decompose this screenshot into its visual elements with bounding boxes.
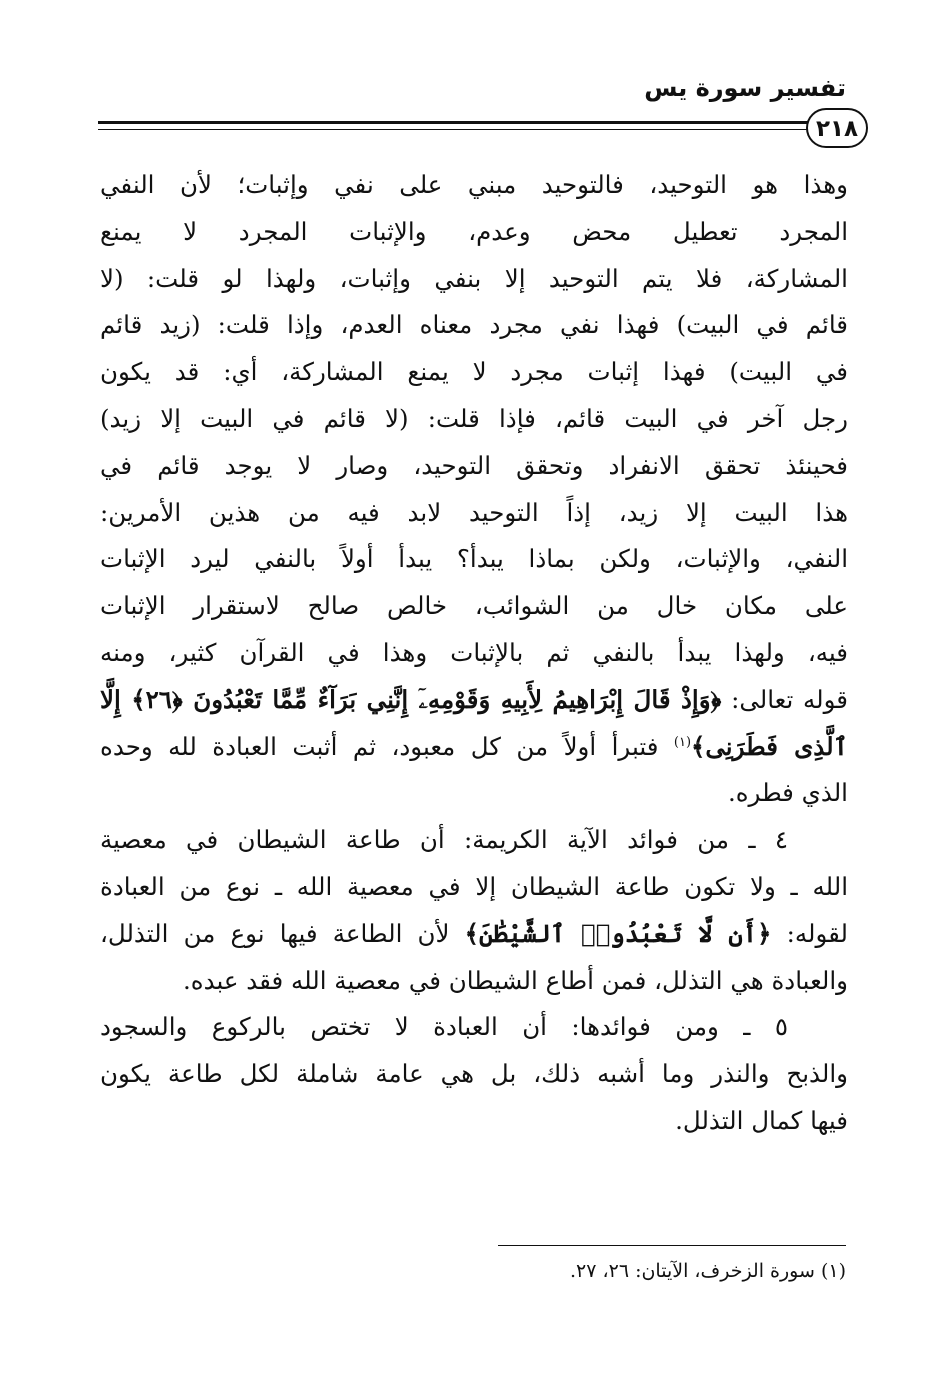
point-5-line: ٥ ـ ومن فوائدها: أن العبادة لا تختص بالركوع والسجود <box>100 1012 788 1042</box>
running-header-title: تفسير سورة يس <box>644 74 846 102</box>
footnote-rule <box>498 1245 846 1246</box>
verse-line-2 <box>100 724 848 771</box>
quran-verse: ﴿أَن لَّا تَعْبُدُوا۟ ٱلشَّيْطَٰنَ﴾ <box>464 918 772 948</box>
verse-prefix: قوله تعالى: <box>721 684 848 714</box>
quran-verse: ٱلَّذِى فَطَرَنِى﴾ <box>691 731 848 761</box>
text-line: قائم في البيت) فهذا نفي مجرد معناه العدم، وإذا قلت: (زيد قائم <box>100 310 848 340</box>
text-line: فحينئذ تحقق الانفراد وتحقق التوحيد، وصار لا يوجد قائم في <box>100 450 848 480</box>
text-line: الذي فطره. <box>727 778 848 808</box>
verse-line-rest: فتبرأ أولاً من كل معبود، ثم أثبت العبادة لله وحده <box>100 731 674 761</box>
text-line: هذا البيت إلا زيد، إذاً التوحيد لابد فيه من هذين الأمرين: <box>100 497 848 527</box>
point-5-line: فيها كمال التذلل. <box>675 1105 848 1135</box>
text-line: وهذا هو التوحيد، فالتوحيد مبني على نفي وإثبات؛ لأن النفي <box>100 170 848 199</box>
text-line: في البيت) فهذا إثبات مجرد لا يمنع المشاركة، أي: قد يكون <box>100 357 848 387</box>
point-4-line: والعبادة هي التذلل، فمن أطاع الشيطان في معصية الله فقد عبده. <box>182 965 848 995</box>
point-5-line: والذبح والنذر وما أشبه ذلك، بل هي عامة شاملة لكل طاعة يكون <box>100 1059 848 1089</box>
header-rule-thin <box>98 129 810 130</box>
main-text <box>100 162 848 1145</box>
quran-verse: ﴿وَإِذْ قَالَ إِبْرَاهِيمُ لِأَبِيهِ وَقَوْمِهِۦٓ إِنَّنِي بَرَآءٌ مِّمَّا تَعْبُدُونَ ﴿٢٦﴾ إِلَّا <box>100 684 722 714</box>
text-line: المجرد تعطيل محض وعدم، والإثبات المجرد لا يمنع <box>100 216 848 246</box>
text-line: فيه، ولهذا يبدأ بالنفي ثم بالإثبات وهذا في القرآن كثير، ومنه <box>100 637 848 667</box>
footnote: (١) سورة الزخرف، الآيتان: ٢٦، ٢٧. <box>569 1260 846 1282</box>
point-4-verse-line <box>100 911 848 958</box>
verse-prefix: لقوله: <box>771 918 848 948</box>
text-line: المشاركة، فلا يتم التوحيد إلا بنفي وإثبات، ولهذا لو قلت: (لا <box>100 263 848 293</box>
header-rule <box>98 121 810 124</box>
point-4-line: ٤ ـ من فوائد الآية الكريمة: أن طاعة الشيطان في معصية <box>100 825 788 855</box>
page-number: ٢١٨ <box>806 108 868 148</box>
point-4-line: الله ـ ولا تكون طاعة الشيطان إلا في معصية الله ـ نوع من العبادة <box>100 871 848 901</box>
footnote-reference: (١) <box>673 734 692 750</box>
verse-line-rest: لأن الطاعة فيها نوع من التذلل، <box>100 918 465 948</box>
text-line: على مكان خال من الشوائب، خالص صالح لاستقرار الإثبات <box>100 591 848 621</box>
text-line: النفي، والإثبات، ولكن بماذا يبدأ؟ يبدأ أولاً بالنفي ليرد الإثبات <box>100 544 848 574</box>
verse-line <box>100 677 848 724</box>
text-line: رجل آخر في البيت قائم، فإذا قلت: (لا قائم في البيت إلا زيد) <box>100 403 848 433</box>
